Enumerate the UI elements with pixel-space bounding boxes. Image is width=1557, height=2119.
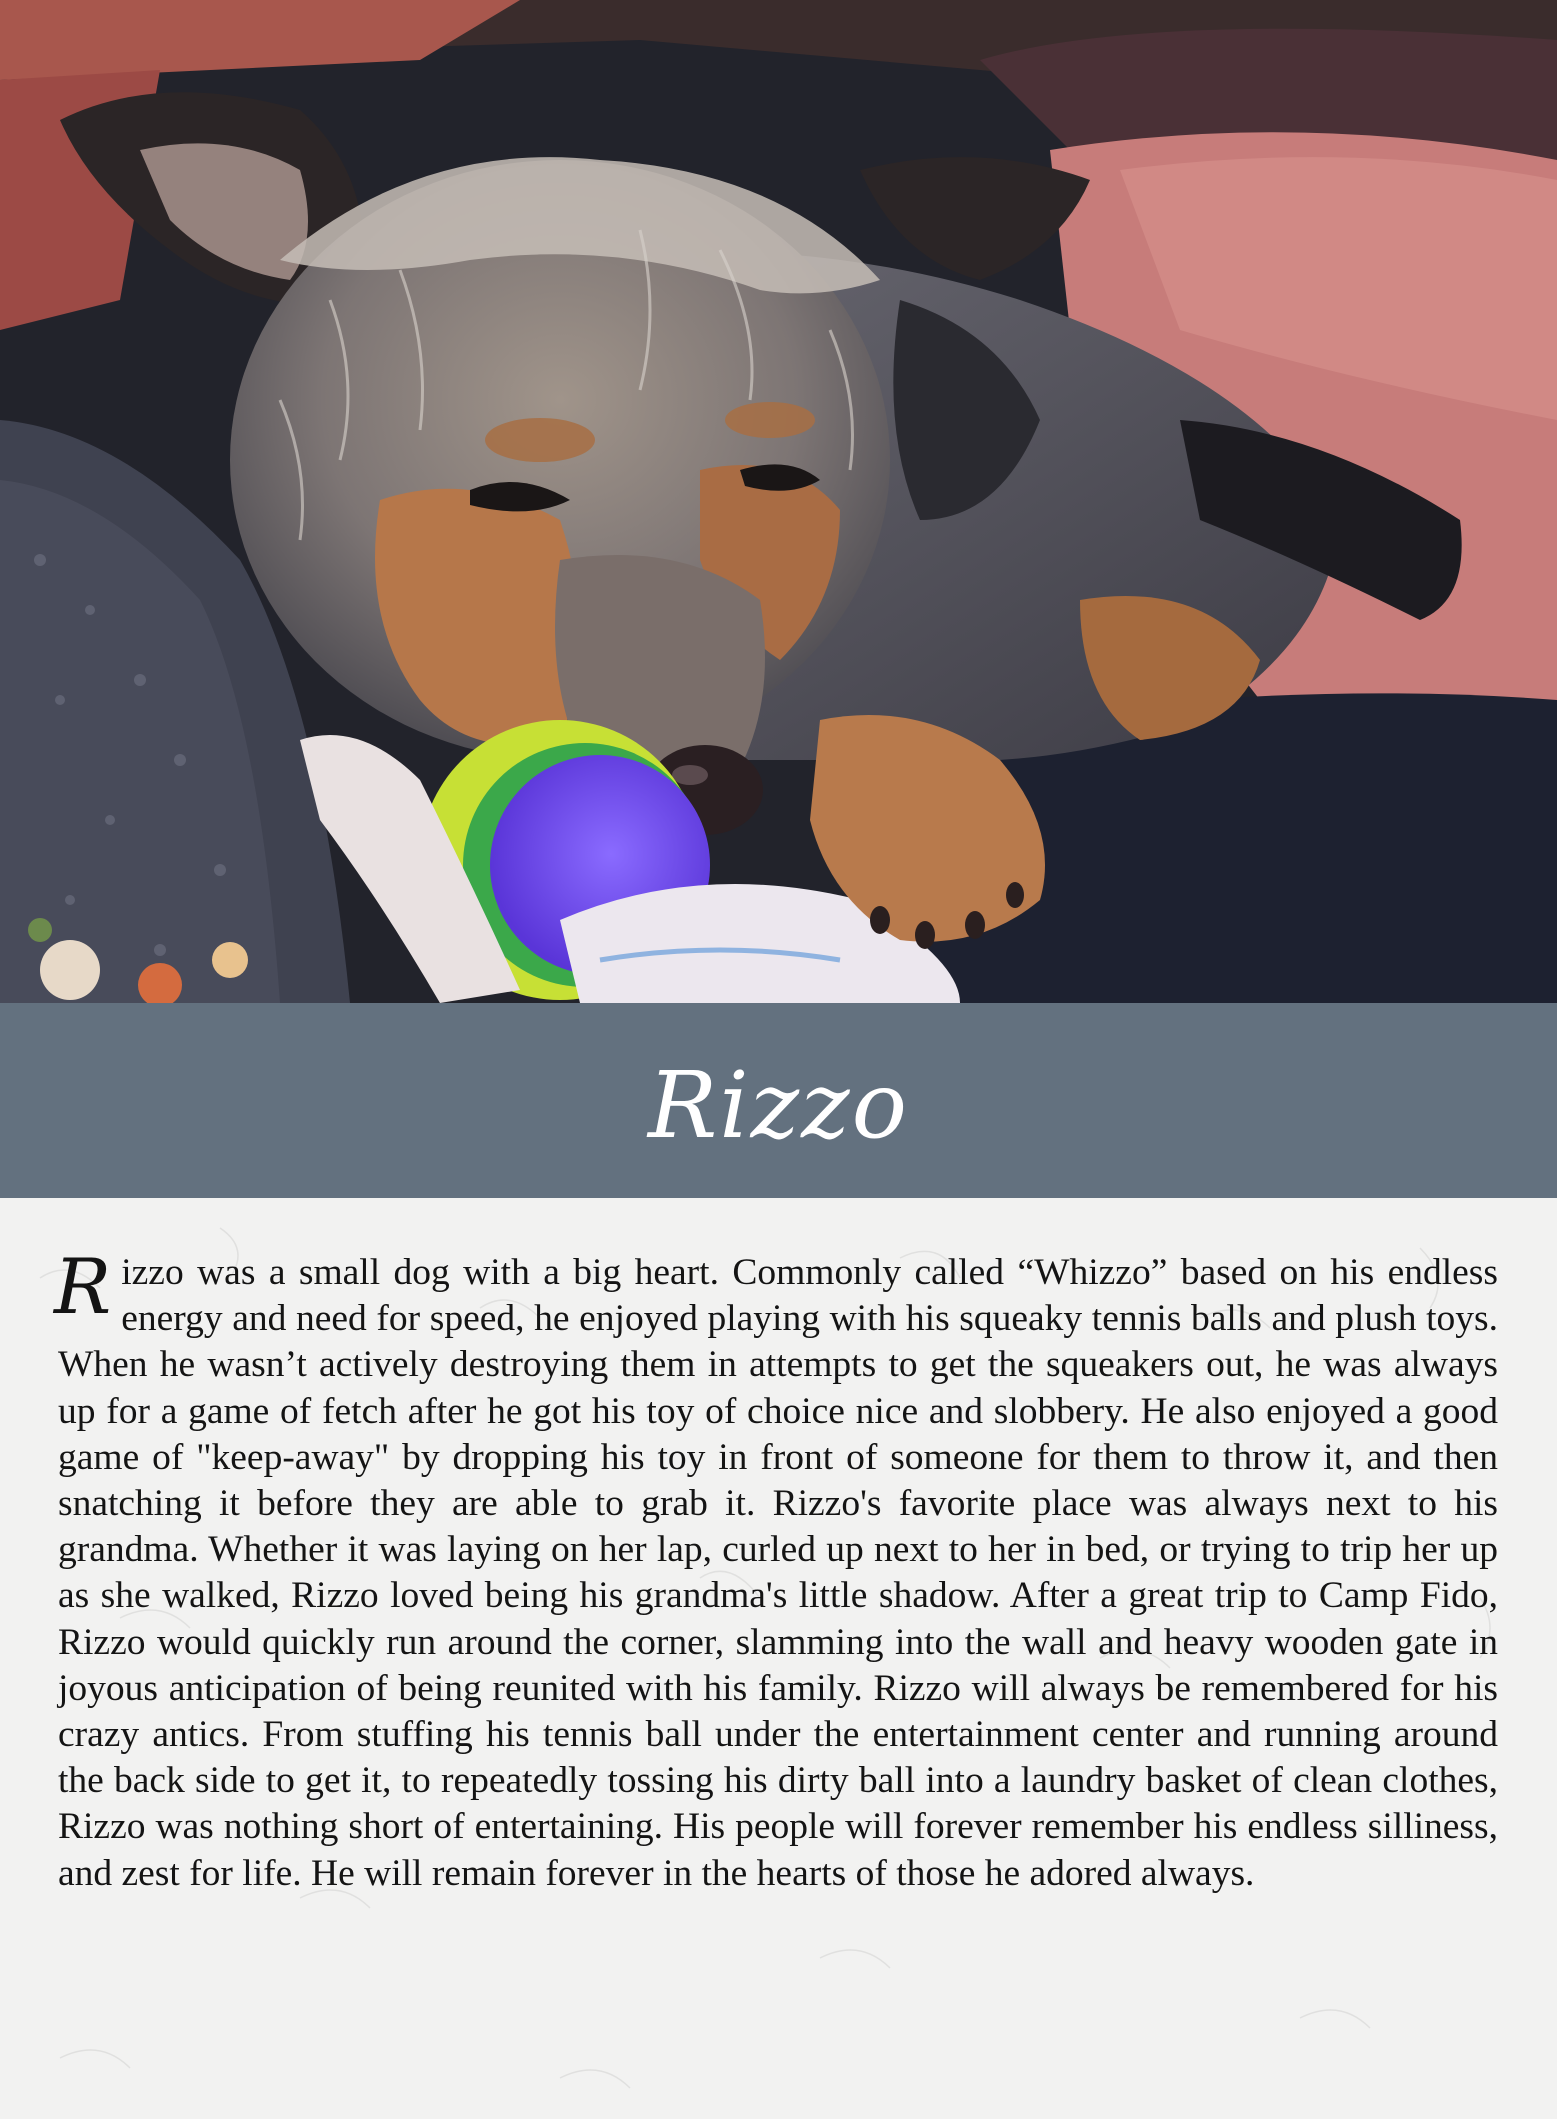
pet-name-title: Rizzo <box>647 1052 910 1159</box>
drop-cap-letter: R <box>54 1242 112 1331</box>
name-banner <box>0 1003 1557 1198</box>
tribute-body: izzo was a small dog with a big heart. Commonly called “Whizzo” based on his endless energy and need for speed, he enjoyed playing with his squeaky tennis balls and plush toys. When he wasn’t actively destroying them in attempts to get the squeakers out, he was always up for a game of fetch after he got his toy of choice nice and slobbery. He also enjoyed a good game of "keep-away" by dropping his toy in front of someone for them to throw it, and then snatching it before they are able to grab it. Rizzo's favorite place was always next to his grandma. Whether it was laying on her lap, curled up next to her in bed, or trying to trip her up as she walked, Rizzo loved being his grandma's little shadow. After a great trip to Camp Fido, Rizzo would quickly run around the corner, slamming into the wall and heavy wooden gate in joyous anticipation of being reunited with his family. Rizzo will always be remembered for his crazy antics. From stuffing his tennis ball under the entertainment center and running around the back side to get it, to repeatedly tossing his dirty ball into a laundry basket of clean clothes, Rizzo was nothing short of entertaining. His people will forever remember his endless silliness, and zest for life. He will remain forever in the hearts of those he adored always. <box>58 1252 1498 1894</box>
tribute-panel <box>0 1198 1557 2119</box>
dog-photo <box>0 0 1557 1003</box>
tribute-text <box>54 1242 1498 1897</box>
